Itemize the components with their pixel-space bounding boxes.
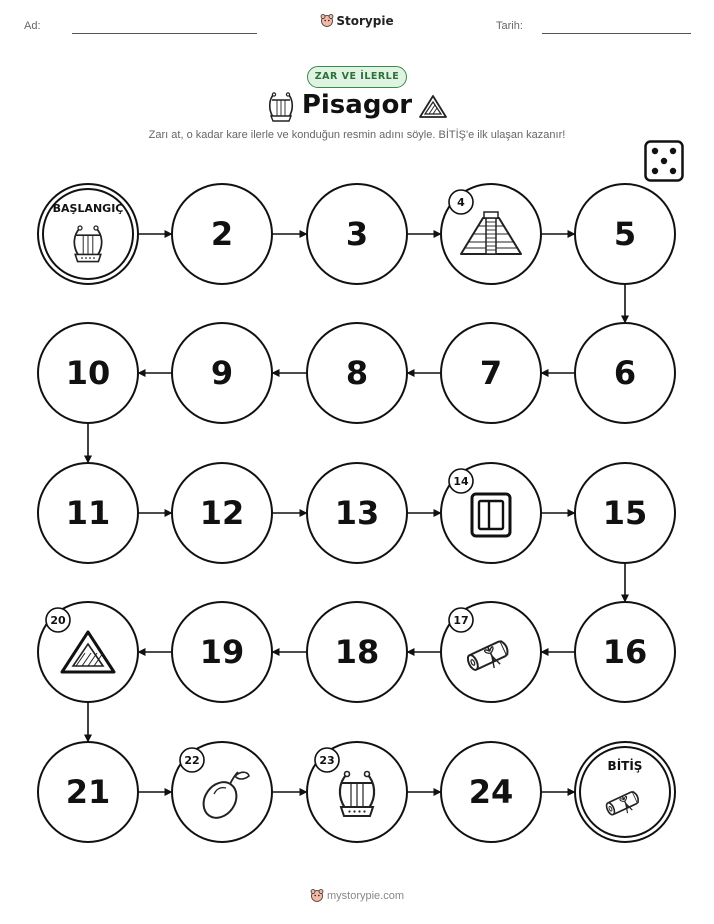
cell-number: 6 [613,354,637,392]
board-cell-25[interactable] [575,742,675,842]
cell-number: 19 [199,633,245,671]
board-cell-1[interactable] [38,184,138,284]
board-cell-23[interactable] [307,742,407,842]
cell-number: 18 [334,633,380,671]
board-cell-3[interactable] [307,184,407,284]
board-cell-4[interactable] [441,184,541,284]
board-cell-20[interactable] [38,602,138,702]
board-cell-5[interactable] [575,184,675,284]
cell-number: 3 [345,215,369,253]
start-label: BAŞLANGIÇ [52,202,124,215]
game-type-badge: ZAR VE İLERLE [307,66,407,88]
page-title: Pisagor [301,90,413,120]
board-cell-8[interactable] [307,323,407,423]
cell-number: 9 [210,354,234,392]
cell-number: 22 [184,754,200,767]
cell-number: 21 [65,773,111,811]
name-label: Ad: [24,20,41,32]
cell-number: 20 [50,614,66,627]
board-cell-6[interactable] [575,323,675,423]
cell-number: 17 [453,614,469,627]
instructions: Zarı at, o kadar kare ilerle ve konduğun resmin adını söyle. BİTİŞ'e ilk ulaşan kazanır! [148,129,566,141]
board-cell-19[interactable] [172,602,272,702]
date-label: Tarih: [496,20,523,32]
board-cell-16[interactable] [575,602,675,702]
board-cell-10[interactable] [38,323,138,423]
cell-number: 2 [210,215,234,253]
board-cell-14[interactable] [441,463,541,563]
cell-number: 13 [334,494,380,532]
board-cell-11[interactable] [38,463,138,563]
board-cell-13[interactable] [307,463,407,563]
cell-circle [575,742,675,842]
cell-number: 16 [602,633,648,671]
cell-number: 11 [65,494,111,532]
cell-number: 14 [453,475,469,488]
cell-number: 8 [345,354,369,392]
finish-label: BİTİŞ [607,759,643,773]
board-cell-12[interactable] [172,463,272,563]
board-cell-18[interactable] [307,602,407,702]
cell-number: 4 [457,196,465,209]
cell-number: 7 [479,354,503,392]
storypie-logo-icon [310,888,324,902]
board-cell-22[interactable] [172,742,272,842]
board-cell-9[interactable] [172,323,272,423]
brand-name: Storypie [336,14,394,28]
board-cell-2[interactable] [172,184,272,284]
tablet-icon [472,494,510,536]
board-cell-17[interactable] [441,602,541,702]
cell-number: 5 [613,215,637,253]
cell-number: 12 [199,494,245,532]
board-cell-7[interactable] [441,323,541,423]
cell-number: 24 [468,773,514,811]
board-cell-24[interactable] [441,742,541,842]
cell-number: 10 [65,354,111,392]
cell-number: 15 [602,494,648,532]
footer [0,888,714,902]
board-cell-15[interactable] [575,463,675,563]
board-cell-21[interactable] [38,742,138,842]
cell-circle [38,184,138,284]
footer-url[interactable]: mystorypie.com [326,890,405,902]
cell-number: 23 [319,754,335,767]
